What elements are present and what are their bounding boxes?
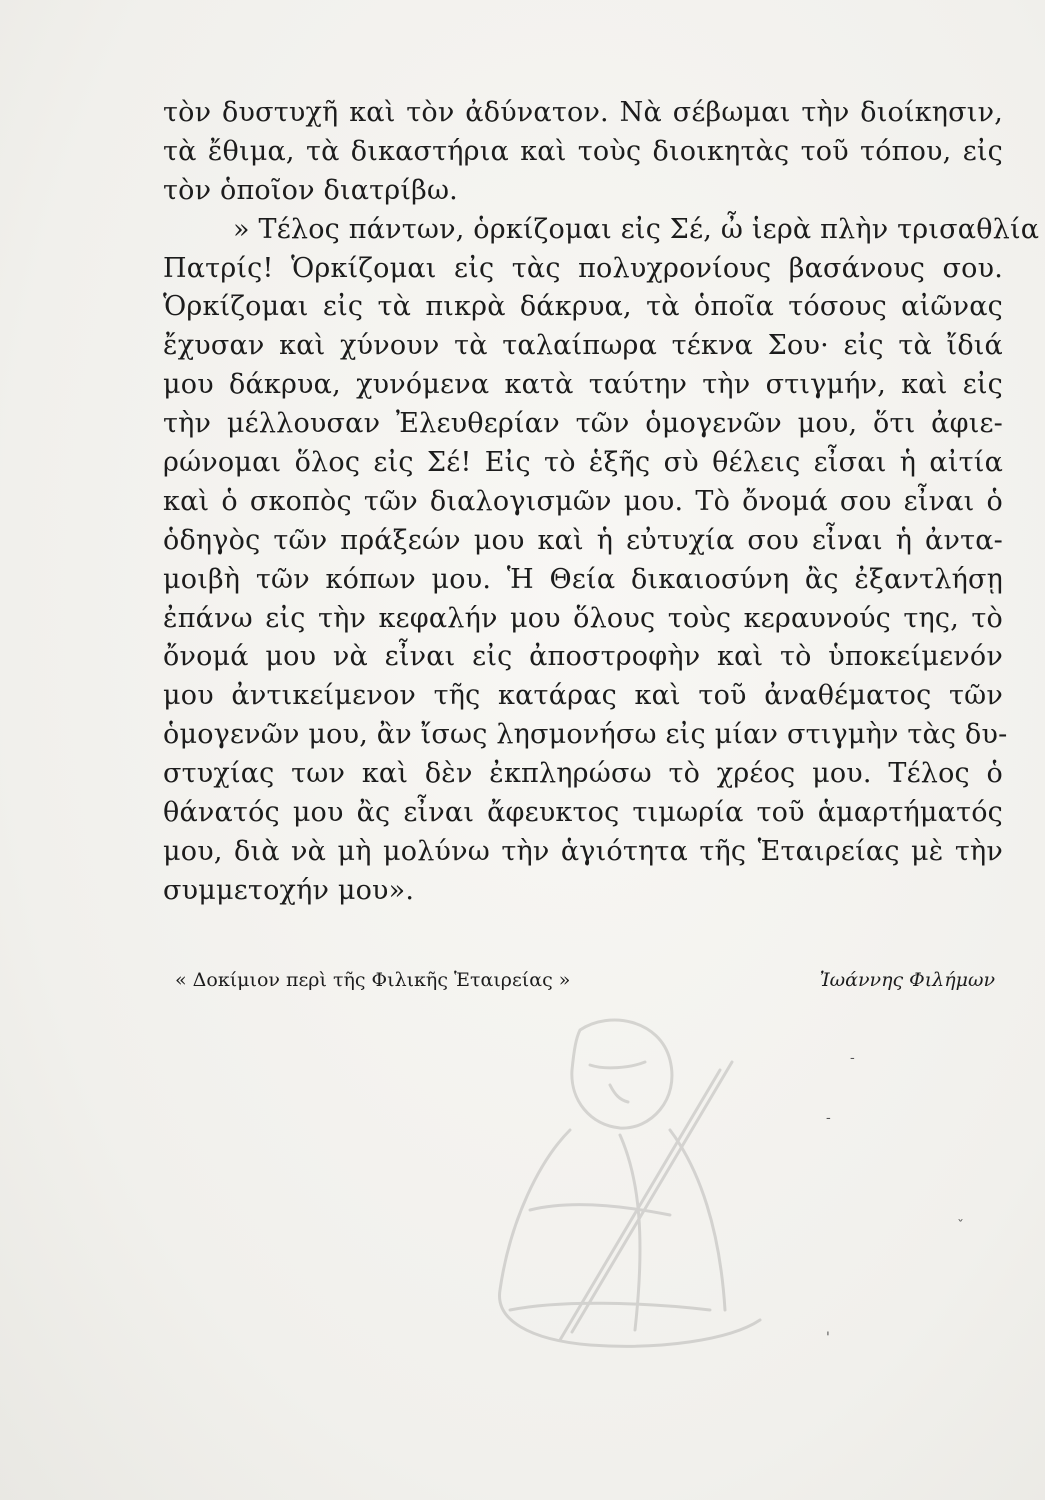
speck: -	[850, 1050, 855, 1066]
text-line: μοιβὴ τῶν κόπων μου. Ἡ Θεία δικαιοσύνη ἂς ἐξαντλήσῃ	[163, 563, 1003, 595]
text-line: Πατρίς! Ὁρκίζομαι εἰς τὰς πολυχρονίους βασάνους σου.	[163, 252, 1003, 284]
text-line: ὄνομά μου νὰ εἶναι εἰς ἀποστροφὴν καὶ τὸ ὑποκείμενόν	[163, 641, 1003, 673]
text-line: μου δάκρυα, χυνόμενα κατὰ ταύτην τὴν στιγμήν, καὶ εἰς	[163, 369, 1003, 401]
text-line: τὸν ὁποῖον διατρίβω.	[163, 174, 458, 206]
text-line: ἐπάνω εἰς τὴν κεφαλήν μου ὅλους τοὺς κεραυνούς της, τὸ	[163, 602, 1003, 634]
bleed-through-illustration	[470, 1010, 790, 1360]
oath-text	[163, 94, 1040, 911]
text-line: τὰ ἔθιμα, τὰ δικαστήρια καὶ τοὺς διοικητὰς τοῦ τόπου, εἰς	[163, 135, 1003, 167]
text-line: μου ἀντικείμενον τῆς κατάρας καὶ τοῦ ἀναθέματος τῶν	[163, 680, 1003, 712]
text-line: ὁδηγὸς τῶν πράξεών μου καὶ ἡ εὐτυχία σου εἶναι ἡ ἀντα-	[163, 524, 1003, 556]
text-line: καὶ ὁ σκοπὸς τῶν διαλογισμῶν μου. Τὸ ὄνομά σου εἶναι ὁ	[163, 485, 1003, 517]
text-line: ρώνομαι ὅλος εἰς Σέ! Εἰς τὸ ἑξῆς σὺ θέλεις εἶσαι ἡ αἰτία	[163, 447, 1003, 479]
text-line: θάνατός μου ἂς εἶναι ἄφευκτος τιμωρία τοῦ ἁμαρτήματός	[163, 797, 1003, 829]
text-line: τὴν μέλλουσαν Ἐλευθερίαν τῶν ὁμογενῶν μου, ὅτι ἀφιε-	[163, 408, 1003, 440]
speck: ˇ	[957, 1218, 964, 1234]
text-line: Ὁρκίζομαι εἰς τὰ πικρὰ δάκρυα, τὰ ὁποῖα τόσους αἰῶνας	[163, 291, 1003, 323]
text-line: συμμετοχήν μου».	[163, 874, 415, 906]
source-title: « Δοκίμιον περὶ τῆς Φιλικῆς Ἑταιρείας »	[175, 969, 571, 991]
text-line: » Τέλος πάντων, ὁρκίζομαι εἰς Σέ, ὦ ἱερὰ πλὴν τρισαθλία	[233, 213, 1040, 245]
source-author: Ἰωάννης Φιλήμων	[819, 969, 995, 991]
text-line: μου, διὰ νὰ μὴ μολύνω τὴν ἁγιότητα τῆς Ἑταιρείας μὲ τὴν	[163, 835, 1003, 867]
speck: '	[826, 1330, 830, 1346]
text-line: ἔχυσαν καὶ χύνουν τὰ ταλαίπωρα τέκνα Σου· εἰς τὰ ἴδιά	[163, 330, 1003, 362]
text-line: στυχίας των καὶ δὲν ἐκπληρώσω τὸ χρέος μου. Τέλος ὁ	[163, 758, 1003, 790]
source-attribution	[175, 964, 995, 996]
speck: -	[826, 1110, 831, 1126]
text-line: ὁμογενῶν μου, ἂν ἴσως λησμονήσω εἰς μίαν στιγμὴν τὰς δυ-	[163, 719, 1008, 751]
text-line: τὸν δυστυχῆ καὶ τὸν ἀδύνατον. Νὰ σέβωμαι τὴν διοίκησιν,	[163, 97, 1003, 128]
